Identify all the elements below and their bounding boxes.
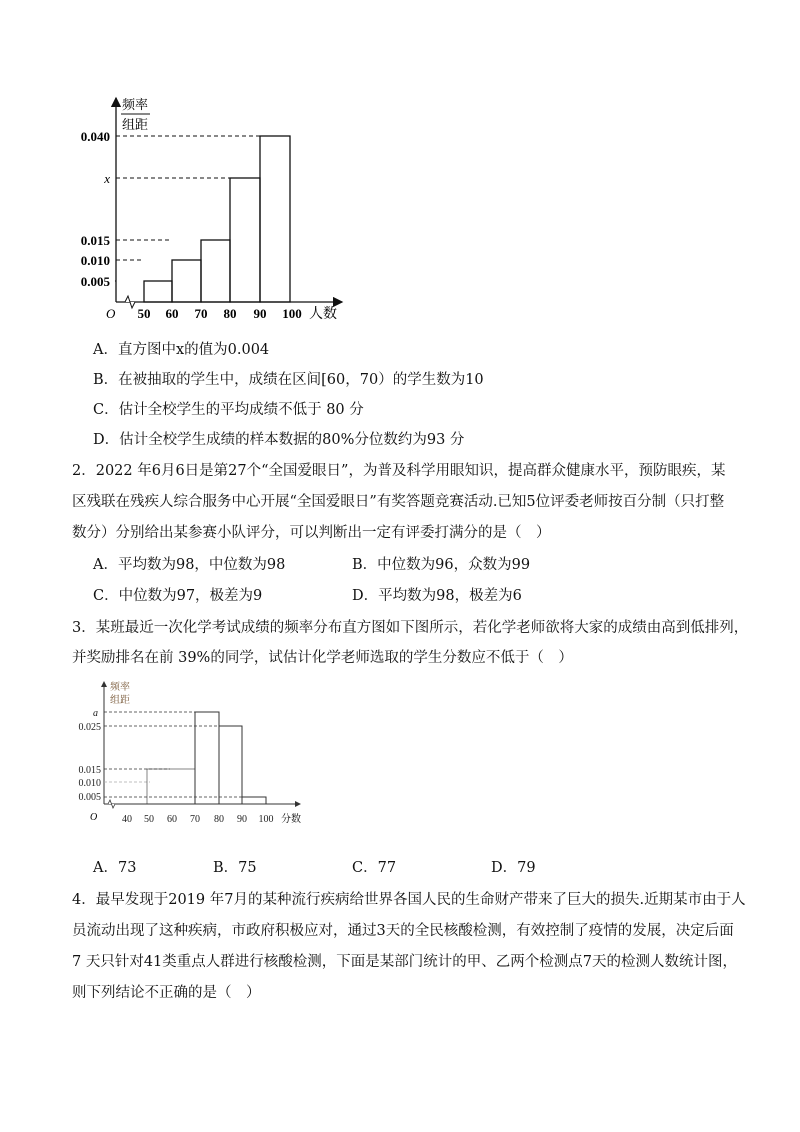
q2-option-c: C．中位数为97，极差为9 [93,588,263,604]
q2-option-a: A．平均数为98，中位数为98 [93,557,286,573]
xtick-40: 40 [122,814,132,825]
xtick-80: 80 [223,306,237,321]
q1-option-b: B．在被抽取的学生中，成绩在区间[60，70）的学生数为10 [93,372,484,388]
xtick-60: 60 [165,306,179,321]
bar-90-100 [242,797,266,804]
origin-label: O [90,812,98,823]
ytick-0005: 0.005 [80,274,110,289]
xtick-100: 100 [258,814,274,825]
y-label-top: 频率 [110,682,130,693]
xtick-50: 50 [144,814,154,825]
ytick-x: x [104,171,110,186]
q4-line-2: 员流动出现了这种疾病，市政府积极应对，通过3天的全民核酸检测，有效控制了疫情的发展，决定后面 [72,923,734,939]
histogram-1 [70,92,370,332]
ytick-0010: 0.010 [78,778,101,789]
origin-label: O [106,306,116,321]
ytick-0015: 0.015 [80,233,110,248]
xtick-100: 100 [282,306,302,321]
bar-80-90 [230,178,260,302]
xtick-70: 70 [194,306,208,321]
q3-option-a: A．73 [93,860,137,876]
q4-line-3: 7 天只针对41类重点人群进行核酸检测，下面是某部门统计的甲、乙两个检测点7天的检测人数统计图， [72,954,738,970]
ytick-0040: 0.040 [80,129,110,144]
y-label-top: 频率 [122,97,149,112]
q3-option-c: C．77 [352,860,397,876]
q4-line-1: 4．最早发现于2019 年7月的某种流行疾病给世界各国人民的生命财产带来了巨大的损失.近期某市由于人 [72,892,746,908]
ytick-0025: 0.025 [78,722,101,733]
y-label-bottom: 组距 [110,695,130,706]
xtick-90: 90 [253,306,267,321]
x-label: 分数 [281,814,301,825]
axis-break [125,296,135,308]
q2-line-1: 2．2022 年6月6日是第27个“全国爱眼日”，为普及科学用眼知识，提高群众健康水平，预防眼疾，某 [72,463,726,479]
axis-break [108,800,115,808]
ytick-0010: 0.010 [80,253,110,268]
q2-line-3: 数分）分别给出某参赛小队评分，可以判断出一定有评委打满分的是（ ） [72,525,551,541]
q3-option-d: D．79 [491,860,536,876]
q3-option-b: B．75 [213,860,257,876]
bar-70-80 [201,240,230,302]
bar-90-100 [260,136,290,302]
bar-80-90 [219,726,242,804]
ytick-a: a [93,708,98,719]
q4-line-4: 则下列结论不正确的是（ ） [72,985,261,1001]
xtick-50: 50 [137,306,151,321]
q1-option-a: A．直方图中x的值为0.004 [93,342,270,358]
bar-60-70 [147,769,195,804]
histogram-2 [70,676,320,831]
q3-line-2: 并奖励排名在前 39%的同学，试估计化学老师选取的学生分数应不低于（ ） [72,650,573,666]
x-label: 人数 [309,307,337,322]
q2-option-d: D．平均数为98，极差为6 [352,588,522,604]
ytick-0015: 0.015 [78,765,101,776]
q2-option-b: B．中位数为96，众数为99 [352,557,531,573]
bar-50-60 [144,281,172,302]
xtick-60: 60 [167,814,177,825]
q1-option-d: D．估计全校学生成绩的样本数据的80%分位数约为93 分 [93,432,465,448]
bar-60-70 [172,260,201,302]
q2-line-2: 区残联在残疾人综合服务中心开展“全国爱眼日”有奖答题竞赛活动.已知5位评委老师按百分制（只打整 [72,494,725,510]
xtick-90: 90 [237,814,247,825]
q1-option-c: C．估计全校学生的平均成绩不低于 80 分 [93,402,364,418]
xtick-70: 70 [190,814,200,825]
q3-line-1: 3．某班最近一次化学考试成绩的频率分布直方图如下图所示，若化学老师欲将大家的成绩由高到低排列， [72,620,749,636]
ytick-0005: 0.005 [78,792,101,803]
xtick-80: 80 [214,814,224,825]
y-label-bottom: 组距 [122,117,149,132]
